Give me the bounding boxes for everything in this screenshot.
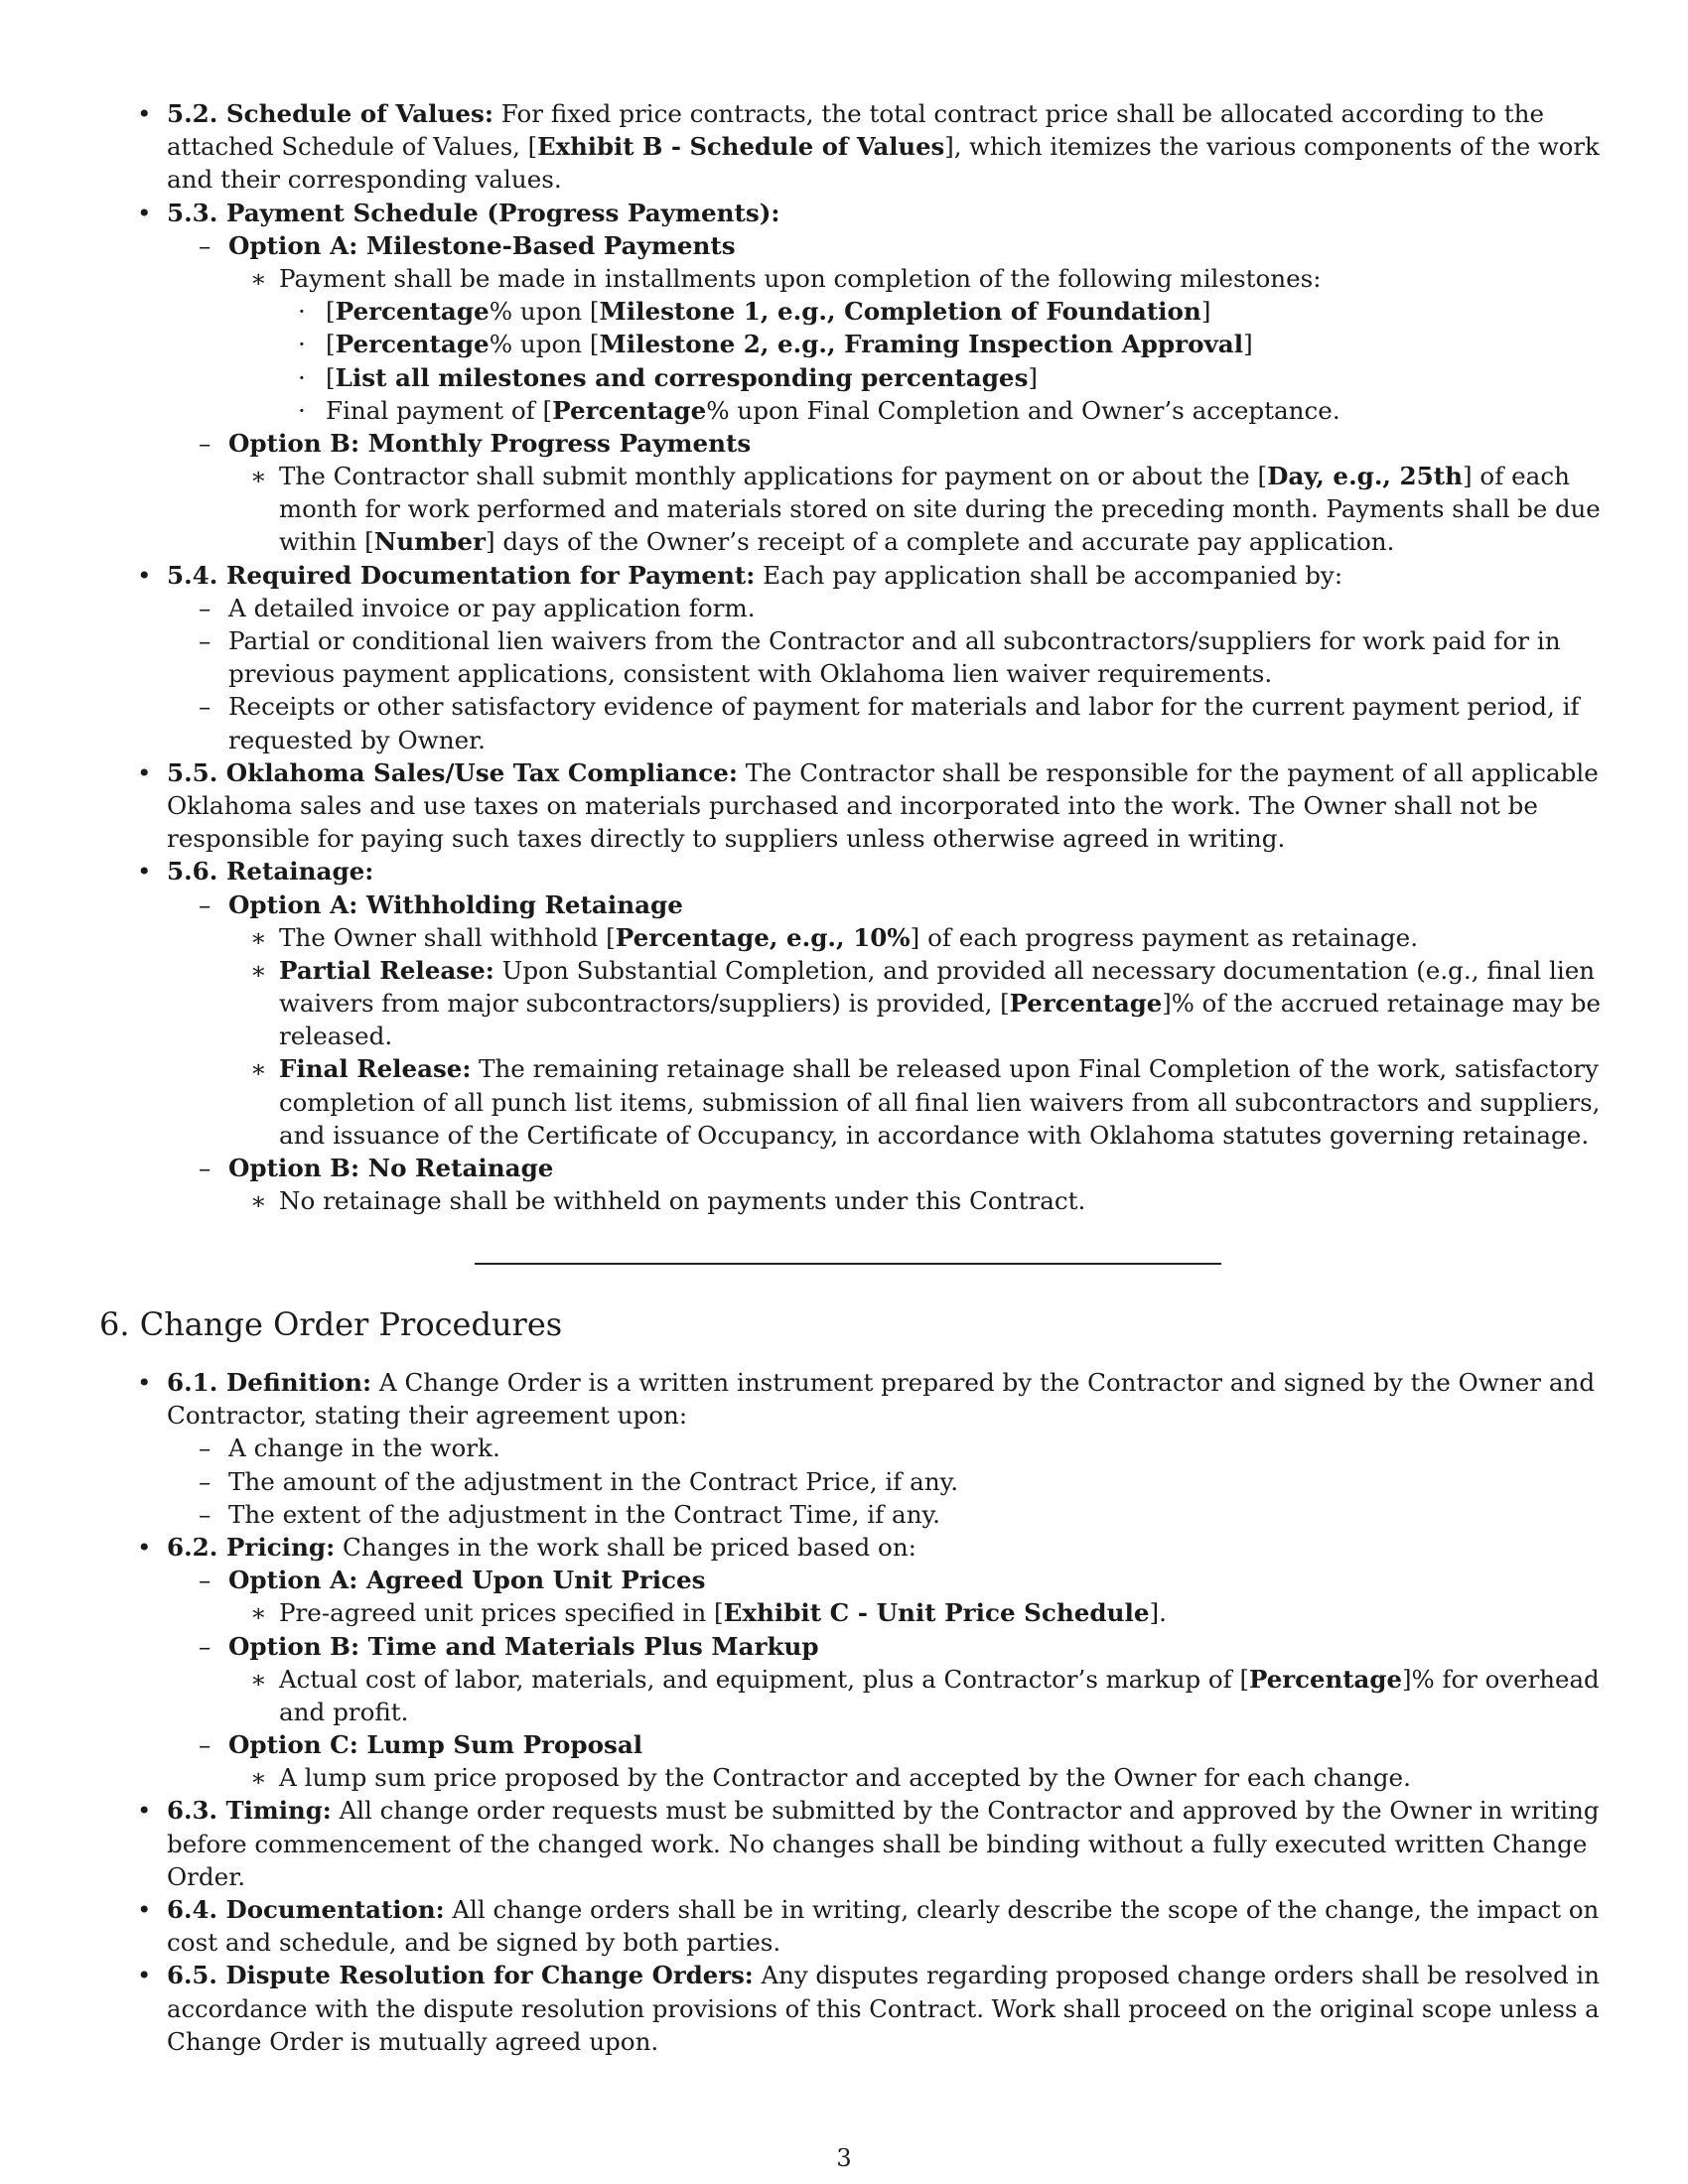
clause-text: All change order requests must be submitted by the Contractor and approved by the Owner in writing: [331, 1796, 1600, 1826]
star-marker: ∗: [250, 1763, 267, 1793]
clause-text: Any disputes regarding proposed change orders shall be resolved in: [753, 1961, 1600, 1990]
dash-marker: –: [199, 593, 211, 622]
bracket: [: [326, 297, 336, 327]
option-item: [99, 229, 1589, 262]
clause-text: and issuance of the Certificate of Occupancy, in accordance with Oklahoma statutes governing retainage.: [279, 1120, 1590, 1150]
dash-marker: –: [199, 1499, 211, 1529]
clause-text: A change in the work.: [228, 1433, 500, 1463]
milestone-item: [99, 295, 1589, 328]
dash-marker: –: [199, 1730, 211, 1760]
dash-marker: –: [199, 692, 211, 722]
placeholder-text: Milestone 1, e.g., Completion of Foundation: [599, 297, 1201, 327]
clause-text: For fixed price contracts, the total contract price shall be allocated according to the: [492, 99, 1545, 128]
clause-heading: 5.6. Retainage:: [167, 857, 374, 887]
dash-marker: –: [199, 1433, 211, 1463]
clause-text: A detailed invoice or pay application form.: [228, 593, 756, 622]
star-marker: ∗: [250, 462, 267, 491]
text-line: [99, 2025, 1589, 2058]
clause-heading: 5.3. Payment Schedule (Progress Payments):: [167, 198, 780, 227]
sub-item: [99, 954, 1596, 987]
clause-heading: 6.5. Dispute Resolution for Change Orders:: [167, 1961, 754, 1990]
clause-text: within [: [279, 527, 374, 557]
text-line: [99, 657, 1589, 690]
placeholder-text: Exhibit B - Schedule of Values: [537, 132, 945, 162]
text-line: [99, 789, 1589, 822]
clause-text: ] days of the Owner’s receipt of a complete and accurate pay application.: [485, 527, 1395, 557]
horizontal-rule: [475, 1263, 1221, 1265]
clause-heading: Partial Release:: [279, 955, 494, 985]
list-item: [99, 1794, 1600, 1827]
sub-item: [99, 690, 1589, 723]
bullet-marker: •: [137, 99, 152, 128]
clause-text: ]% for overhead: [1401, 1664, 1600, 1694]
clause-text: ], which itemizes the various components of the work: [944, 132, 1600, 162]
sub-item: [99, 1596, 1589, 1629]
option-heading: Option B: Time and Materials Plus Markup: [228, 1631, 819, 1661]
option-heading: Option A: Milestone-Based Payments: [228, 230, 736, 260]
clause-text: Change Order is mutually agreed upon.: [167, 2026, 659, 2056]
list-item: [99, 855, 1589, 887]
dash-marker: –: [199, 1154, 211, 1182]
milestone-item: [99, 394, 1589, 427]
dash-marker: –: [199, 428, 211, 458]
sub-item: [99, 1184, 1589, 1217]
list-item: [99, 97, 1589, 130]
sub-item: [99, 592, 1589, 624]
text-line: [99, 1992, 1600, 2025]
bullet-marker: •: [137, 1368, 152, 1397]
clause-heading: 5.5. Oklahoma Sales/Use Tax Compliance:: [167, 757, 738, 787]
dot-marker: ·: [298, 297, 306, 327]
clause-text: accordance with the dispute resolution provisions of this Contract. Work shall proceed on the original scope unless a: [167, 1993, 1600, 2023]
dash-marker: –: [199, 1631, 211, 1661]
clause-text: A Change Order is a written instrument prepared by the Contractor and signed by the Owner and: [371, 1368, 1596, 1397]
option-item: [99, 1728, 1589, 1761]
sub-item: [99, 460, 1589, 492]
bracket: ]: [1200, 297, 1211, 327]
option-item: [99, 888, 1589, 921]
clause-text: The Contractor shall submit monthly applications for payment on or about the [: [279, 462, 1268, 491]
clause-text: Pre-agreed unit prices specified in [: [279, 1598, 724, 1628]
text-line: [99, 724, 1589, 756]
clause-text: Contractor, stating their agreement upon:: [167, 1401, 688, 1431]
clause-text: ].: [1149, 1598, 1167, 1628]
placeholder-text: Percentage: [335, 297, 490, 327]
page-number: 3: [836, 2144, 852, 2172]
text-line: [99, 987, 1601, 1020]
document-body-section6: [99, 1366, 1600, 2058]
clause-text: Upon Substantial Completion, and provided all necessary documentation (e.g., final lien: [493, 955, 1596, 985]
text-line: [99, 1696, 1589, 1728]
clause-text: released.: [279, 1022, 393, 1051]
list-item: [99, 1366, 1596, 1399]
star-marker: ∗: [250, 1186, 267, 1216]
option-item: [99, 1152, 1589, 1184]
star-marker: ∗: [250, 1664, 267, 1694]
sub-item: [99, 624, 1589, 657]
text-line: [99, 163, 1589, 196]
clause-text: % upon [: [489, 297, 600, 327]
bracket: [: [326, 362, 336, 392]
clause-text: The amount of the adjustment in the Contract Price, if any.: [228, 1466, 959, 1496]
clause-text: % upon [: [489, 330, 600, 359]
clause-text: ] of each: [1462, 462, 1570, 491]
dash-marker: –: [199, 1466, 211, 1496]
text-line: [99, 1086, 1601, 1119]
bullet-marker: •: [137, 757, 152, 787]
star-marker: ∗: [250, 263, 267, 293]
bullet-marker: •: [137, 198, 152, 227]
clause-text: month for work performed and materials stored on site during the preceding month. Payments shall be due: [279, 494, 1601, 524]
text-line: [99, 1020, 1589, 1052]
clause-text: The Owner shall withhold [: [279, 922, 616, 952]
dash-marker: –: [199, 1566, 211, 1595]
section-heading: 6. Change Order Procedures: [99, 1305, 563, 1343]
clause-text: All change orders shall be in writing, clearly describe the scope of the change, the impact on: [444, 1895, 1600, 1924]
option-item: [99, 427, 1589, 460]
star-marker: ∗: [250, 922, 267, 952]
placeholder-text: Day, e.g., 25th: [1267, 462, 1463, 491]
bullet-marker: •: [137, 1895, 152, 1924]
clause-text: Receipts or other satisfactory evidence of payment for materials and labor for the current payment period, if: [228, 692, 1580, 722]
clause-heading: 6.2. Pricing:: [167, 1532, 336, 1562]
option-heading: Option A: Agreed Upon Unit Prices: [228, 1566, 706, 1595]
text-line: [99, 1828, 1589, 1860]
clause-text: Partial or conditional lien waivers from the Contractor and all subcontractors/suppliers for work paid for in: [228, 626, 1561, 655]
placeholder-text: Percentage: [1009, 989, 1163, 1019]
bracket: [: [326, 330, 336, 359]
list-item: [99, 1959, 1600, 1991]
star-marker: ∗: [250, 1054, 267, 1084]
dash-marker: –: [199, 889, 211, 919]
clause-text: The remaining retainage shall be released upon Final Completion of the work, satisfactory: [471, 1054, 1599, 1084]
clause-text: ]% of the accrued retainage may be: [1162, 989, 1601, 1019]
dot-marker: ·: [298, 395, 306, 425]
bracket: ]: [1243, 330, 1253, 359]
sub-item: [99, 262, 1589, 295]
clause-text: The extent of the adjustment in the Contract Time, if any.: [228, 1499, 941, 1529]
placeholder-text: Percentage, e.g., 10%: [615, 922, 911, 952]
document-body: [99, 97, 1601, 1217]
clause-heading: 6.4. Documentation:: [167, 1895, 445, 1924]
clause-text: Changes in the work shall be priced based on:: [335, 1532, 916, 1562]
placeholder-text: Percentage: [552, 395, 707, 425]
placeholder-text: List all milestones and corresponding percentages: [335, 362, 1029, 392]
list-item: [99, 1893, 1600, 1926]
dash-marker: –: [199, 626, 211, 655]
sub-item: [99, 921, 1589, 954]
text-line: [99, 1399, 1589, 1432]
placeholder-text: Exhibit C - Unit Price Schedule: [723, 1598, 1150, 1628]
text-line: [99, 525, 1589, 558]
clause-heading: 5.2. Schedule of Values:: [167, 99, 493, 128]
option-item: [99, 1564, 1589, 1596]
sub-item: [99, 1052, 1599, 1085]
clause-heading: 6.1. Definition:: [167, 1368, 372, 1397]
bullet-marker: •: [137, 560, 152, 590]
clause-heading: Final Release:: [279, 1054, 472, 1084]
text-line: [99, 130, 1600, 163]
clause-text: A lump sum price proposed by the Contractor and accepted by the Owner for each change.: [279, 1763, 1411, 1793]
clause-text: Final payment of [: [326, 395, 553, 425]
clause-text: Actual cost of labor, materials, and equipment, plus a Contractor’s markup of [: [279, 1664, 1249, 1694]
dot-marker: ·: [298, 362, 306, 392]
dot-marker: ·: [298, 330, 306, 359]
clause-text: attached Schedule of Values, [: [167, 132, 538, 162]
placeholder-text: Percentage: [335, 330, 490, 359]
sub-item: [99, 1465, 1589, 1498]
text-line: [99, 1926, 1589, 1959]
text-line: [99, 1860, 1589, 1893]
text-line: [99, 822, 1589, 855]
option-heading: Option A: Withholding Retainage: [228, 889, 683, 919]
clause-text: No retainage shall be withheld on payments under this Contract.: [279, 1186, 1086, 1216]
sub-item: [99, 1663, 1600, 1696]
placeholder-text: Number: [373, 527, 486, 557]
clause-text: Each pay application shall be accompanied by:: [755, 560, 1343, 590]
text-line: [99, 1119, 1589, 1152]
clause-text: completion of all punch list items, submission of all final lien waivers from all subcontractors and suppliers,: [279, 1087, 1601, 1117]
clause-text: % upon Final Completion and Owner’s acceptance.: [706, 395, 1340, 425]
clause-text: cost and schedule, and be signed by both parties.: [167, 1928, 781, 1958]
bracket: ]: [1028, 362, 1039, 392]
clause-text: previous payment applications, consistent with Oklahoma lien waiver requirements.: [228, 659, 1273, 689]
text-line: [99, 492, 1601, 525]
option-heading: Option C: Lump Sum Proposal: [228, 1730, 643, 1760]
option-item: [99, 1630, 1589, 1663]
sub-item: [99, 1761, 1589, 1794]
sub-item: [99, 1432, 1589, 1464]
milestone-item: [99, 328, 1589, 360]
clause-text: responsible for paying such taxes directly to suppliers unless otherwise agreed in writing.: [167, 824, 1286, 854]
list-item: [99, 559, 1589, 592]
clause-text: requested by Owner.: [228, 725, 487, 754]
clause-text: and profit.: [279, 1697, 409, 1726]
star-marker: ∗: [250, 955, 267, 985]
clause-text: Payment shall be made in installments upon completion of the following milestones:: [279, 263, 1322, 293]
bullet-marker: •: [137, 1532, 152, 1562]
sub-item: [99, 1498, 1589, 1531]
placeholder-text: Milestone 2, e.g., Framing Inspection Approval: [599, 330, 1244, 359]
clause-text: The Contractor shall be responsible for the payment of all applicable: [737, 757, 1599, 787]
list-item: [99, 756, 1599, 789]
option-heading: Option B: Monthly Progress Payments: [228, 428, 752, 458]
placeholder-text: Percentage: [1248, 1664, 1402, 1694]
list-item: [99, 197, 1589, 229]
bullet-marker: •: [137, 1796, 152, 1826]
dash-marker: –: [199, 230, 211, 260]
clause-text: and their corresponding values.: [167, 165, 562, 195]
bullet-marker: •: [137, 857, 152, 887]
clause-text: ] of each progress payment as retainage.: [910, 922, 1419, 952]
bullet-marker: •: [137, 1961, 152, 1990]
clause-text: before commencement of the changed work. No changes shall be binding without a fully executed written Change: [167, 1829, 1588, 1858]
clause-heading: 5.4. Required Documentation for Payment:: [167, 560, 756, 590]
clause-text: Oklahoma sales and use taxes on materials purchased and incorporated into the work. The Owner shall not be: [167, 790, 1538, 820]
star-marker: ∗: [250, 1598, 267, 1628]
list-item: [99, 1531, 1589, 1564]
clause-text: waivers from major subcontractors/suppliers) is provided, [: [279, 989, 1010, 1019]
milestone-item: [99, 361, 1589, 394]
clause-heading: 6.3. Timing:: [167, 1796, 332, 1826]
clause-text: Order.: [167, 1861, 246, 1891]
option-heading: Option B: No Retainage: [228, 1154, 554, 1182]
